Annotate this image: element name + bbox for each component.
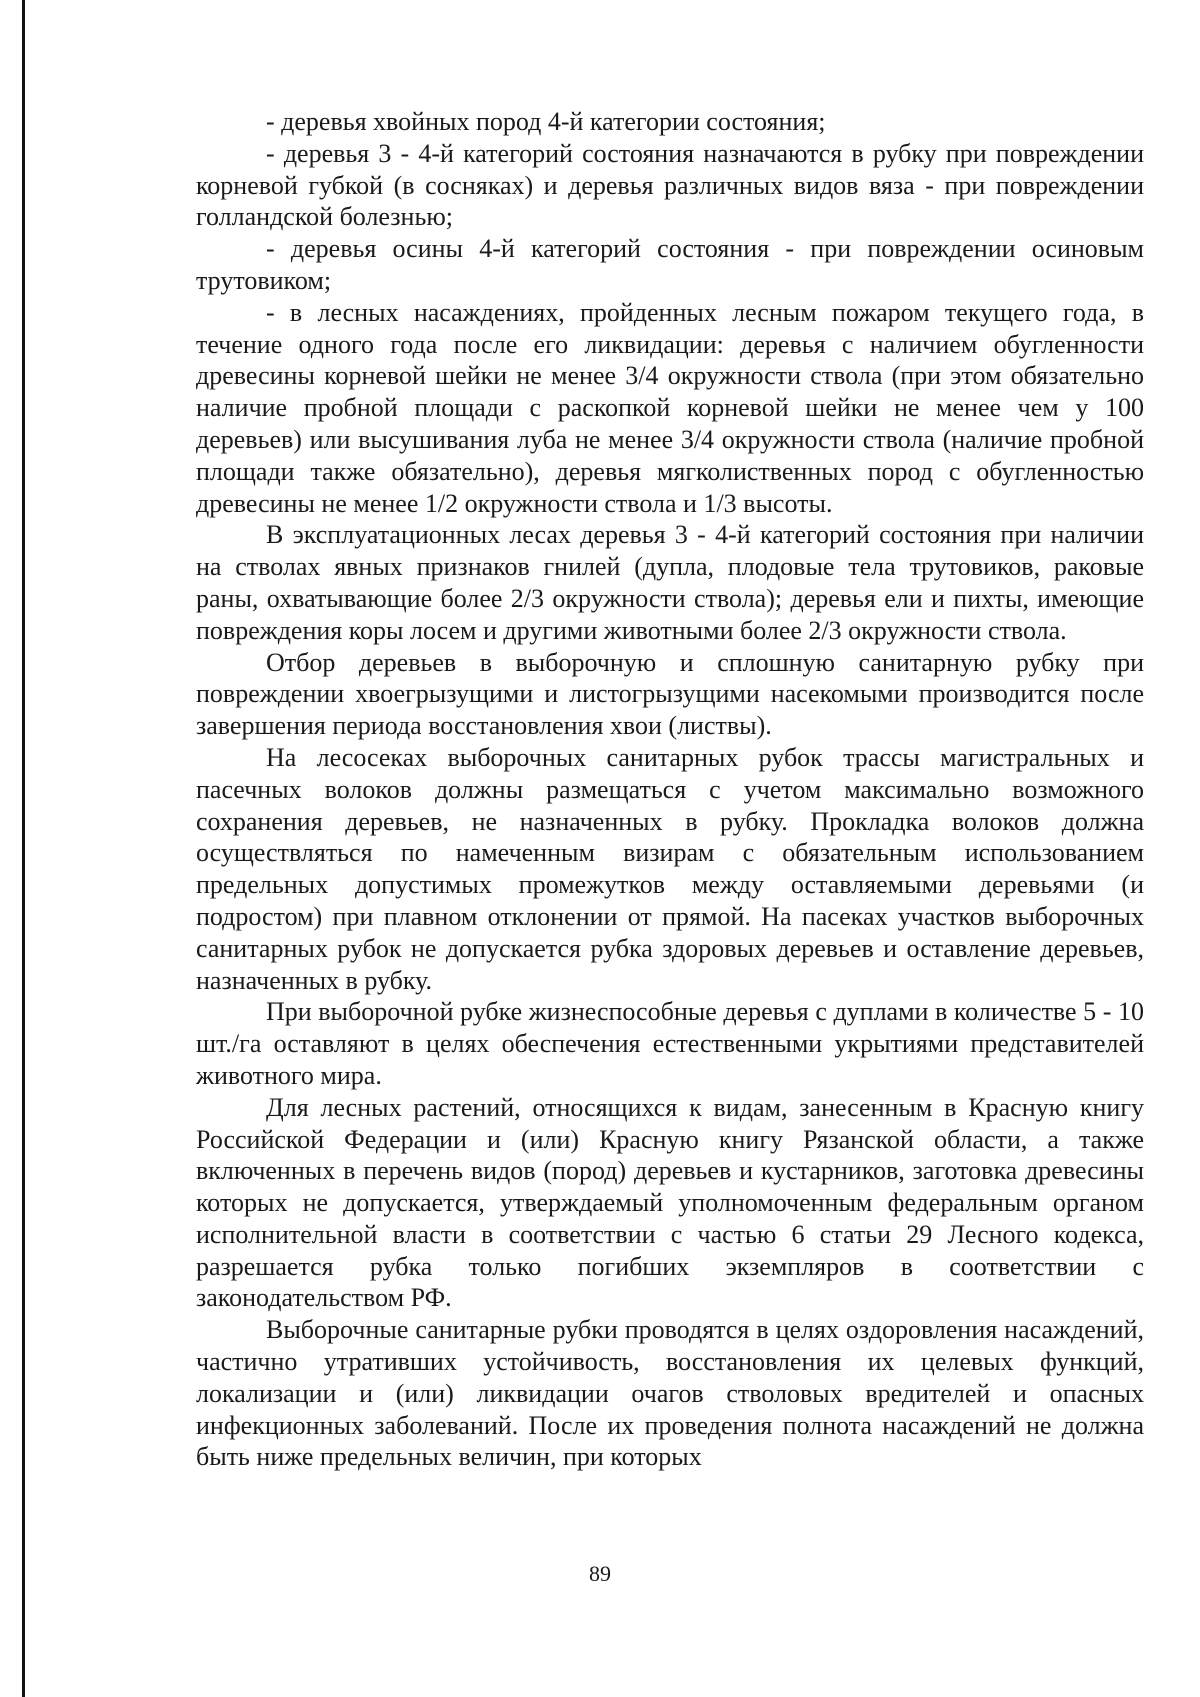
paragraph-conifer-trees: - деревья хвойных пород 4-й категории состояния; bbox=[266, 107, 826, 136]
page-number: 89 bbox=[589, 1561, 611, 1586]
paragraph-hollow-trees: При выборочной рубке жизнеспособные деревья с дуплами в количестве 5 - 10 шт./га оставляют в целях обеспечения естественными укрытиями представителей животного мира. bbox=[196, 997, 1144, 1090]
paragraph-insect-damage: Отбор деревьев в выборочную и сплошную санитарную рубку при повреждении хвоегрызущими и листогрызущими насекомыми производится после завершения периода восстановления хвои (листвы). bbox=[196, 647, 1144, 741]
paragraph-skid-trails: На лесосеках выборочных санитарных рубок трассы магистральных и пасечных волоков должны размещаться с учетом максимально возможного сохранения деревьев, не назначенных в рубку. Прокладка волоков должна осуществляться по намеченным визирам с обязательным использованием предельных допустимых промежутков между оставляемыми деревьями (и подростом) при плавном отклонении от прямой. На пасеках участков выборочных санитарных рубок не допускается рубка здоровых деревьев и оставление деревьев, назначенных в рубку. bbox=[196, 742, 1144, 995]
scan-left-edge bbox=[22, 0, 25, 1697]
paragraph-aspen: - деревья осины 4-й категорий состояния - при повреждении осиновым трутовиком; bbox=[196, 234, 1144, 295]
paragraph-fire-damage: - в лесных насаждениях, пройденных лесным пожаром текущего года, в течение одного года после его ликвидации: деревья с наличием обугленности древесины корневой шейки не менее 3/4 окружности ствола (при этом обязательно наличие пробной площади с раскопкой корневой шейки не менее чем у 100 деревьев) или высушивания луба не менее 3/4 окружности ствола (наличие пробной площади также обязательно), деревья мягколиственных пород с обугленностью древесины не менее 1/2 окружности ствола и 1/3 высоты. bbox=[196, 297, 1144, 518]
document-page bbox=[196, 106, 1144, 1473]
paragraph-selective-sanitary: Выборочные санитарные рубки проводятся в целях оздоровления насаждений, частично утративших устойчивость, восстановления их целевых функций, локализации и (или) ликвидации очагов стволовых вредителей и опасных инфекционных заболеваний. После их проведения полнота насаждений не должна быть ниже предельных величин, при которых bbox=[196, 1315, 1144, 1472]
paragraph-root-fungus: - деревья 3 - 4-й категорий состояния назначаются в рубку при повреждении корневой губкой (в сосняках) и деревья различных видов вяза - при повреждении голландской болезнью; bbox=[196, 138, 1144, 232]
paragraph-exploitation-forests: В эксплуатационных лесах деревья 3 - 4-й категорий состояния при наличии на стволах явных признаков гнилей (дупла, плодовые тела трутовиков, раковые раны, охватывающие более 2/3 окружности ствола); деревья ели и пихты, имеющие повреждения коры лосем и другими животными более 2/3 окружности ствола. bbox=[196, 520, 1144, 645]
paragraph-red-book: Для лесных растений, относящихся к видам, занесенным в Красную книгу Российской Федерации и (или) Красную книгу Рязанской области, а также включенных в перечень видов (пород) деревьев и кустарников, заготовка древесины которых не допускается, утверждаемый уполномоченным федеральным органом исполнительной власти в соответствии с частью 6 статьи 29 Лесного кодекса, разрешается рубка только погибших экземпляров в соответствии с законодательством РФ. bbox=[196, 1092, 1144, 1313]
